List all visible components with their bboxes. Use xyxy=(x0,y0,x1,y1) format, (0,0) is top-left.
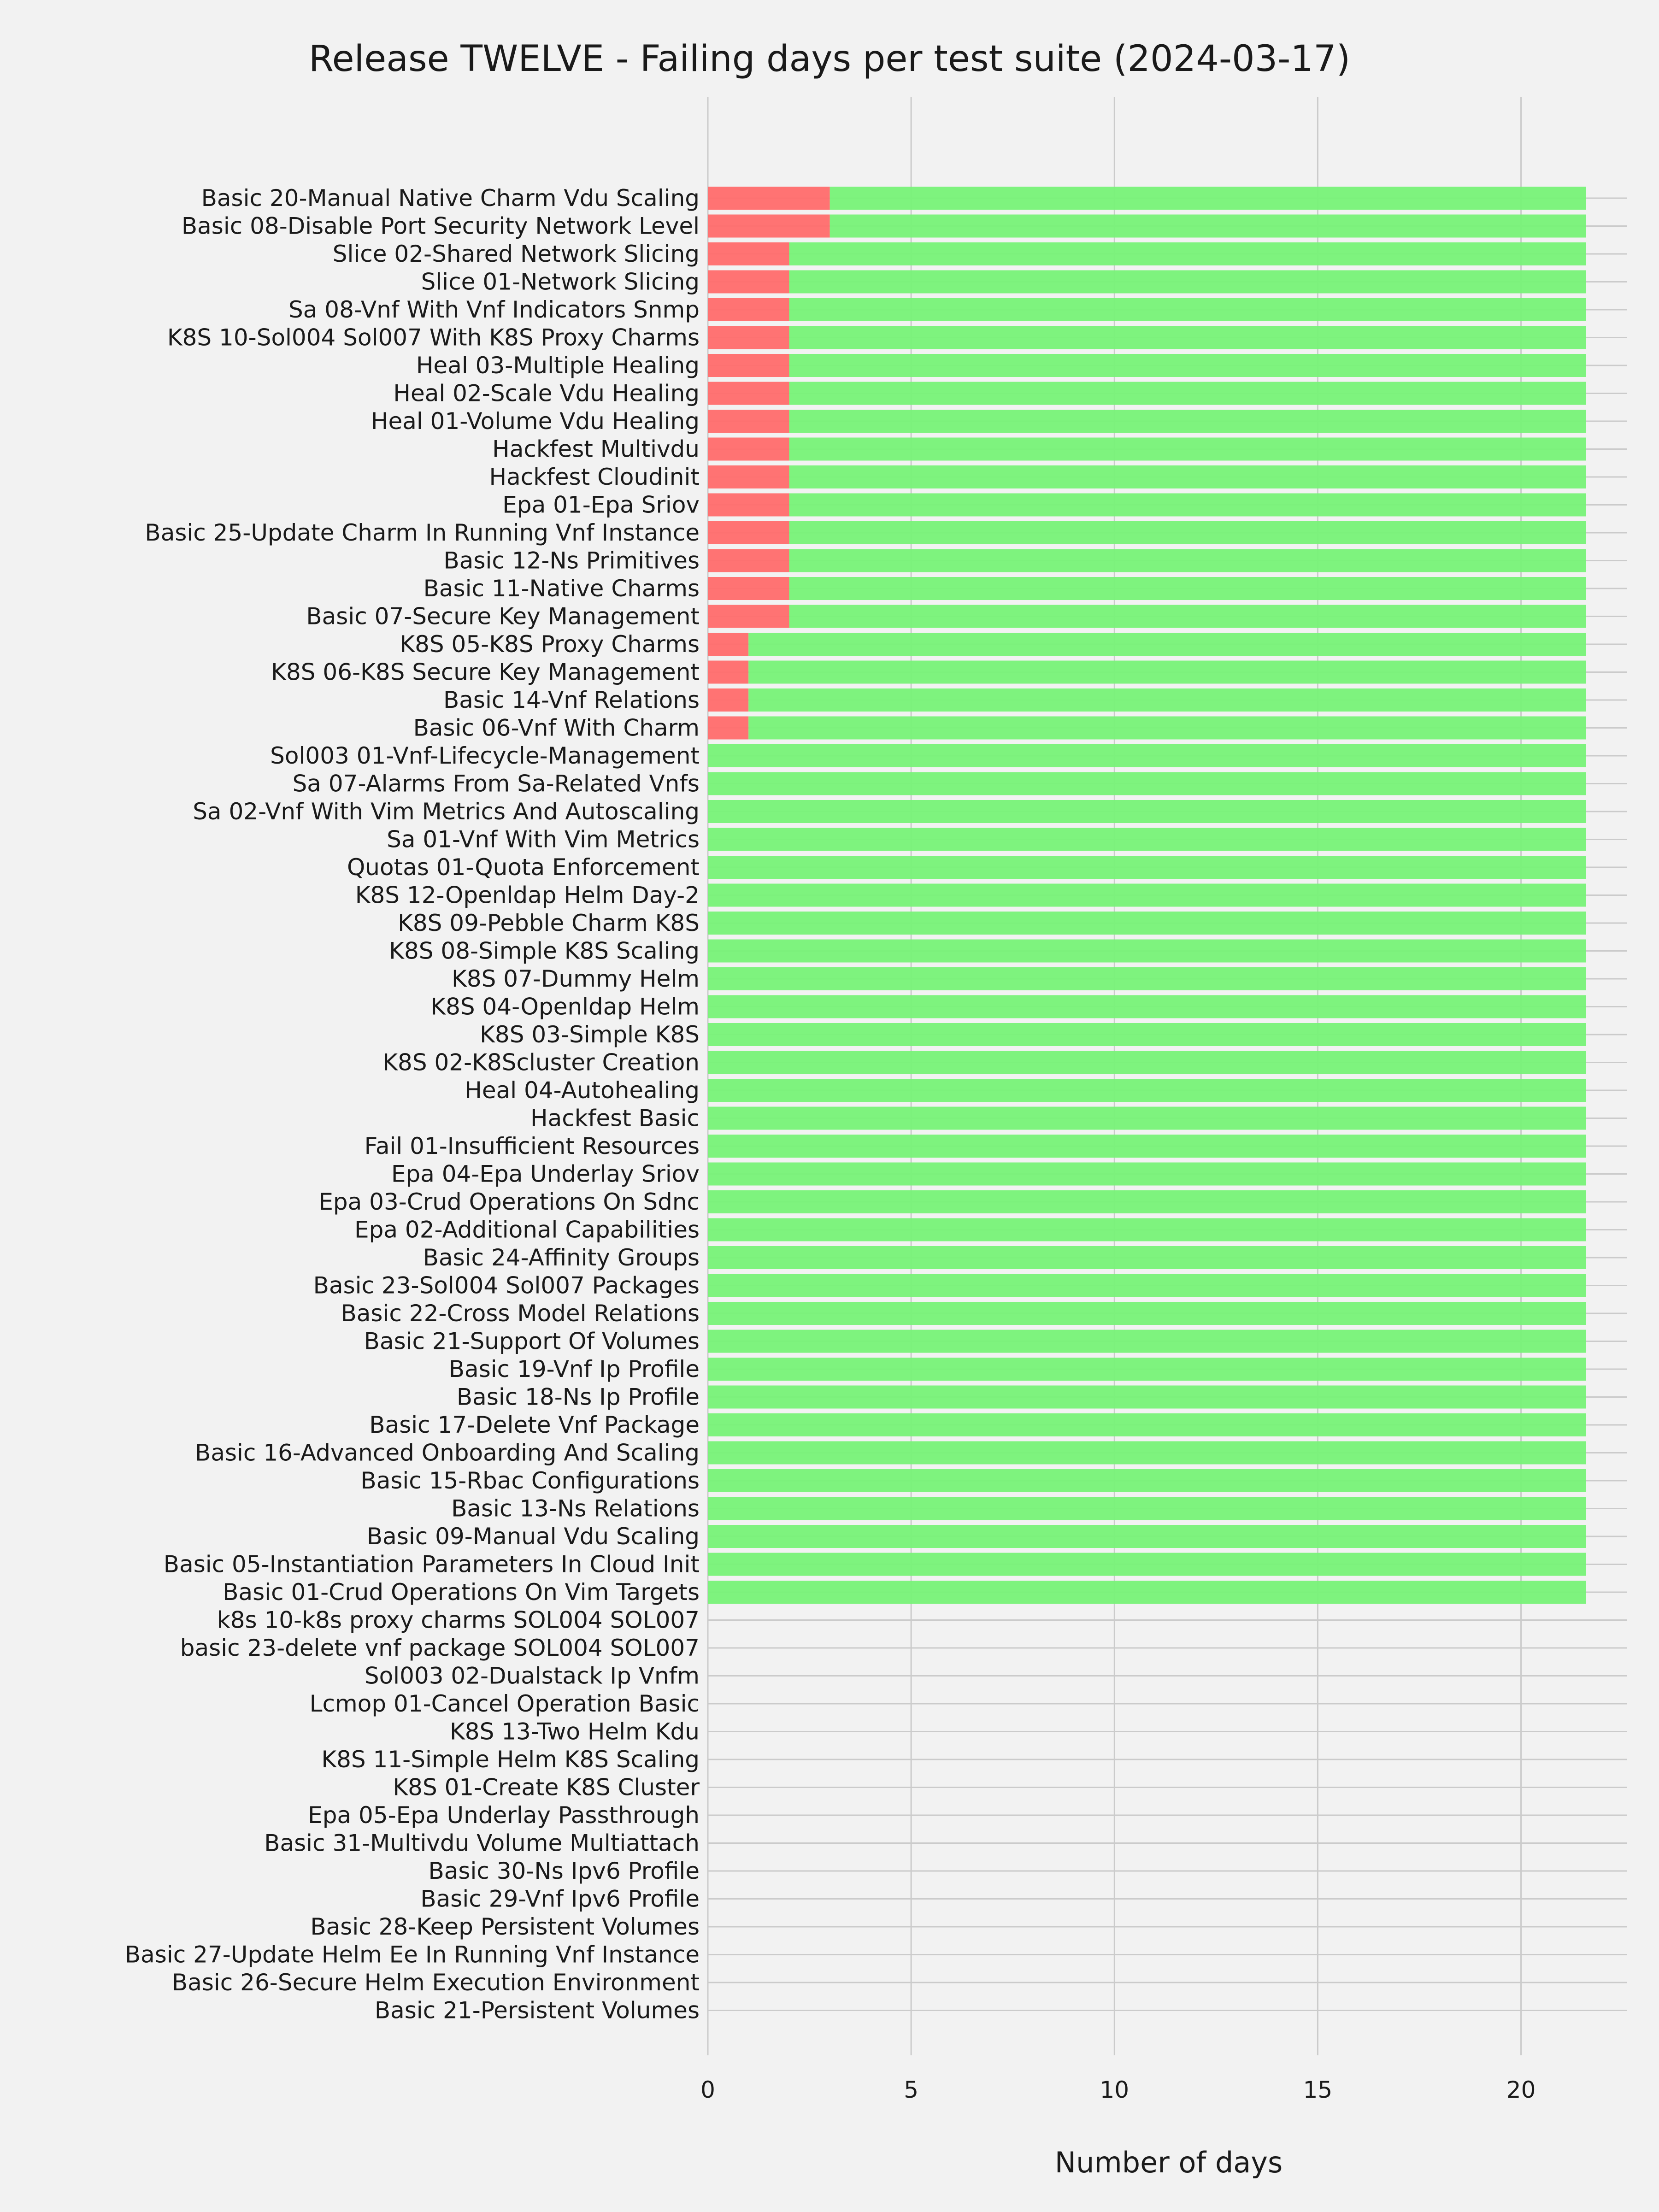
category-label: Basic 06-Vnf With Charm xyxy=(413,714,700,741)
category-labels xyxy=(125,185,700,2024)
bar-passing xyxy=(748,661,1586,684)
category-label: Basic 20-Manual Native Charm Vdu Scaling xyxy=(201,185,700,212)
category-label: Sol003 01-Vnf-Lifecycle-Management xyxy=(270,742,700,769)
category-label: Basic 24-Affinity Groups xyxy=(423,1244,700,1271)
category-label: K8S 09-Pebble Charm K8S xyxy=(398,910,700,936)
bars xyxy=(708,187,1586,1604)
category-label: Basic 28-Keep Persistent Volumes xyxy=(310,1913,700,1940)
category-label: K8S 11-Simple Helm K8S Scaling xyxy=(321,1746,700,1773)
bar-passing xyxy=(708,828,1586,851)
bar-passing xyxy=(708,1079,1586,1102)
category-label: Epa 02-Additional Capabilities xyxy=(354,1216,700,1243)
category-label: Basic 17-Delete Vnf Package xyxy=(369,1412,700,1438)
category-label: Basic 09-Manual Vdu Scaling xyxy=(366,1523,700,1550)
x-axis-label: Number of days xyxy=(1054,2146,1283,2179)
category-label: Sa 07-Alarms From Sa-Related Vnfs xyxy=(292,770,700,797)
bar-passing xyxy=(708,1386,1586,1409)
bar-passing xyxy=(789,271,1586,294)
bar-passing xyxy=(789,577,1586,600)
category-label: K8S 05-K8S Proxy Charms xyxy=(400,631,700,658)
bar-passing xyxy=(789,382,1586,405)
x-tick-labels xyxy=(700,2077,1535,2103)
bar-failing xyxy=(708,242,789,265)
bar-passing xyxy=(708,940,1586,963)
category-label: Basic 14-Vnf Relations xyxy=(443,687,700,713)
category-label: Epa 03-Crud Operations On Sdnc xyxy=(318,1188,700,1215)
category-label: Quotas 01-Quota Enforcement xyxy=(347,854,700,881)
bar-passing xyxy=(708,1469,1586,1492)
bar-failing xyxy=(708,410,789,433)
bar-passing xyxy=(708,856,1586,879)
category-label: Heal 04-Autohealing xyxy=(465,1077,700,1104)
bar-failing xyxy=(708,271,789,294)
bar-passing xyxy=(789,326,1586,349)
bar-failing xyxy=(708,688,748,712)
category-label: Basic 27-Update Helm Ee In Running Vnf Instance xyxy=(124,1941,700,1968)
category-label: k8s 10-k8s proxy charms SOL004 SOL007 xyxy=(217,1606,700,1634)
category-label: Basic 19-Vnf Ip Profile xyxy=(448,1356,700,1382)
bar-passing xyxy=(708,744,1586,767)
bar-failing xyxy=(708,549,789,572)
category-label: Basic 12-Ns Primitives xyxy=(443,547,700,574)
bar-failing xyxy=(708,577,789,600)
category-label: Epa 01-Epa Sriov xyxy=(502,491,700,518)
bar-passing xyxy=(789,354,1586,377)
category-label: Fail 01-Insufficient Resources xyxy=(364,1133,700,1159)
bar-passing xyxy=(708,995,1586,1018)
bar-passing xyxy=(708,1023,1586,1046)
category-label: Basic 23-Sol004 Sol007 Packages xyxy=(313,1272,700,1299)
category-label: Slice 02-Shared Network Slicing xyxy=(332,241,700,267)
bar-passing xyxy=(708,1107,1586,1130)
category-label: K8S 12-Openldap Helm Day-2 xyxy=(355,882,700,909)
bar-failing xyxy=(708,465,789,488)
bar-passing xyxy=(708,800,1586,823)
category-label: Basic 07-Secure Key Management xyxy=(306,603,700,630)
category-label: Heal 01-Volume Vdu Healing xyxy=(371,408,700,435)
bar-passing xyxy=(708,1553,1586,1576)
category-label: Basic 05-Instantiation Parameters In Cloud Init xyxy=(163,1551,700,1578)
bar-passing xyxy=(708,1358,1586,1381)
bar-failing xyxy=(708,438,789,461)
category-label: Basic 26-Secure Helm Execution Environment xyxy=(171,1969,700,1996)
bar-failing xyxy=(708,521,789,544)
category-label: Sol003 02-Dualstack Ip Vnfm xyxy=(364,1662,700,1689)
bar-passing xyxy=(708,1274,1586,1297)
category-label: K8S 01-Create K8S Cluster xyxy=(393,1774,700,1801)
bar-passing xyxy=(789,410,1586,433)
category-label: Hackfest Cloudinit xyxy=(489,464,700,490)
bar-passing xyxy=(708,1302,1586,1325)
category-label: Epa 04-Epa Underlay Sriov xyxy=(391,1160,700,1188)
bar-passing xyxy=(789,605,1586,628)
bar-passing xyxy=(708,1246,1586,1269)
category-label: Sa 02-Vnf With Vim Metrics And Autoscaling xyxy=(193,798,700,825)
bar-passing xyxy=(748,688,1586,712)
category-label: Basic 18-Ns Ip Profile xyxy=(456,1383,700,1411)
bar-passing xyxy=(708,1581,1586,1604)
category-label: K8S 08-Simple K8S Scaling xyxy=(389,937,700,965)
x-tick-label: 15 xyxy=(1303,2077,1333,2103)
bar-passing xyxy=(789,298,1586,321)
bar-passing xyxy=(708,967,1586,990)
category-label: Hackfest Multivdu xyxy=(492,435,700,463)
category-label: Basic 25-Update Charm In Running Vnf Instance xyxy=(145,519,700,546)
category-label: Basic 01-Crud Operations On Vim Targets xyxy=(223,1579,700,1606)
bar-passing xyxy=(708,1051,1586,1074)
x-tick-label: 10 xyxy=(1100,2077,1130,2103)
bar-passing xyxy=(708,1135,1586,1158)
bar-passing xyxy=(708,1413,1586,1436)
bar-failing xyxy=(708,326,789,349)
bar-passing xyxy=(830,215,1586,238)
bar-passing xyxy=(748,717,1586,740)
category-label: basic 23-delete vnf package SOL004 SOL007 xyxy=(180,1635,700,1661)
bar-failing xyxy=(708,187,830,210)
category-label: Basic 15-Rbac Configurations xyxy=(360,1467,700,1494)
category-label: Slice 01-Network Slicing xyxy=(421,268,700,295)
bar-passing xyxy=(708,912,1586,935)
category-label: Basic 21-Persistent Volumes xyxy=(374,1997,700,2024)
bar-passing xyxy=(789,438,1586,461)
bar-passing xyxy=(708,1163,1586,1186)
bar-passing xyxy=(748,633,1586,656)
category-label: Basic 31-Multivdu Volume Multiattach xyxy=(264,1830,700,1857)
x-tick-label: 20 xyxy=(1506,2077,1536,2103)
bar-passing xyxy=(830,187,1586,210)
bar-failing xyxy=(708,215,830,238)
bar-failing xyxy=(708,382,789,405)
category-label: Basic 21-Support Of Volumes xyxy=(364,1328,700,1355)
bar-failing xyxy=(708,605,789,628)
bar-passing xyxy=(789,465,1586,488)
bar-failing xyxy=(708,717,748,740)
x-tick-label: 5 xyxy=(904,2077,919,2103)
bar-failing xyxy=(708,633,748,656)
category-label: Sa 01-Vnf With Vim Metrics xyxy=(387,826,700,853)
category-label: Epa 05-Epa Underlay Passthrough xyxy=(308,1802,700,1829)
bar-passing xyxy=(708,1330,1586,1353)
category-label: Basic 22-Cross Model Relations xyxy=(341,1300,700,1327)
category-label: K8S 04-Openldap Helm xyxy=(430,993,700,1020)
bar-passing xyxy=(789,549,1586,572)
bar-passing xyxy=(708,884,1586,907)
bar-passing xyxy=(789,242,1586,265)
category-label: Basic 13-Ns Relations xyxy=(451,1495,700,1522)
bar-passing xyxy=(789,494,1586,517)
bar-failing xyxy=(708,298,789,321)
category-label: Heal 03-Multiple Healing xyxy=(416,352,700,379)
bar-failing xyxy=(708,354,789,377)
category-label: K8S 10-Sol004 Sol007 With K8S Proxy Charms xyxy=(167,324,700,351)
x-tick-label: 0 xyxy=(700,2077,715,2103)
bar-failing xyxy=(708,661,748,684)
category-label: Hackfest Basic xyxy=(530,1105,700,1132)
category-label: Heal 02-Scale Vdu Healing xyxy=(393,380,700,407)
category-label: Basic 08-Disable Port Security Network Level xyxy=(181,212,700,240)
bar-passing xyxy=(708,1190,1586,1213)
category-label: Basic 16-Advanced Onboarding And Scaling xyxy=(195,1439,700,1466)
bar-passing xyxy=(708,1525,1586,1548)
category-label: Basic 11-Native Charms xyxy=(423,575,700,602)
category-label: Basic 29-Vnf Ipv6 Profile xyxy=(420,1885,700,1912)
category-label: Sa 08-Vnf With Vnf Indicators Snmp xyxy=(288,296,700,323)
bar-passing xyxy=(708,1218,1586,1241)
bar-failing xyxy=(708,494,789,517)
bar-passing xyxy=(708,1497,1586,1520)
category-label: Basic 30-Ns Ipv6 Profile xyxy=(428,1858,700,1884)
category-label: K8S 06-K8S Secure Key Management xyxy=(271,659,700,686)
bar-passing xyxy=(708,772,1586,795)
category-label: K8S 02-K8Scluster Creation xyxy=(382,1049,700,1076)
bar-passing xyxy=(789,521,1586,544)
category-label: K8S 03-Simple K8S xyxy=(480,1021,700,1048)
category-label: Lcmop 01-Cancel Operation Basic xyxy=(309,1690,700,1717)
category-label: K8S 13-Two Helm Kdu xyxy=(449,1718,700,1745)
category-label: K8S 07-Dummy Helm xyxy=(452,965,700,992)
chart-title: Release TWELVE - Failing days per test suite (2024-03-17) xyxy=(308,38,1351,80)
bar-passing xyxy=(708,1441,1586,1465)
